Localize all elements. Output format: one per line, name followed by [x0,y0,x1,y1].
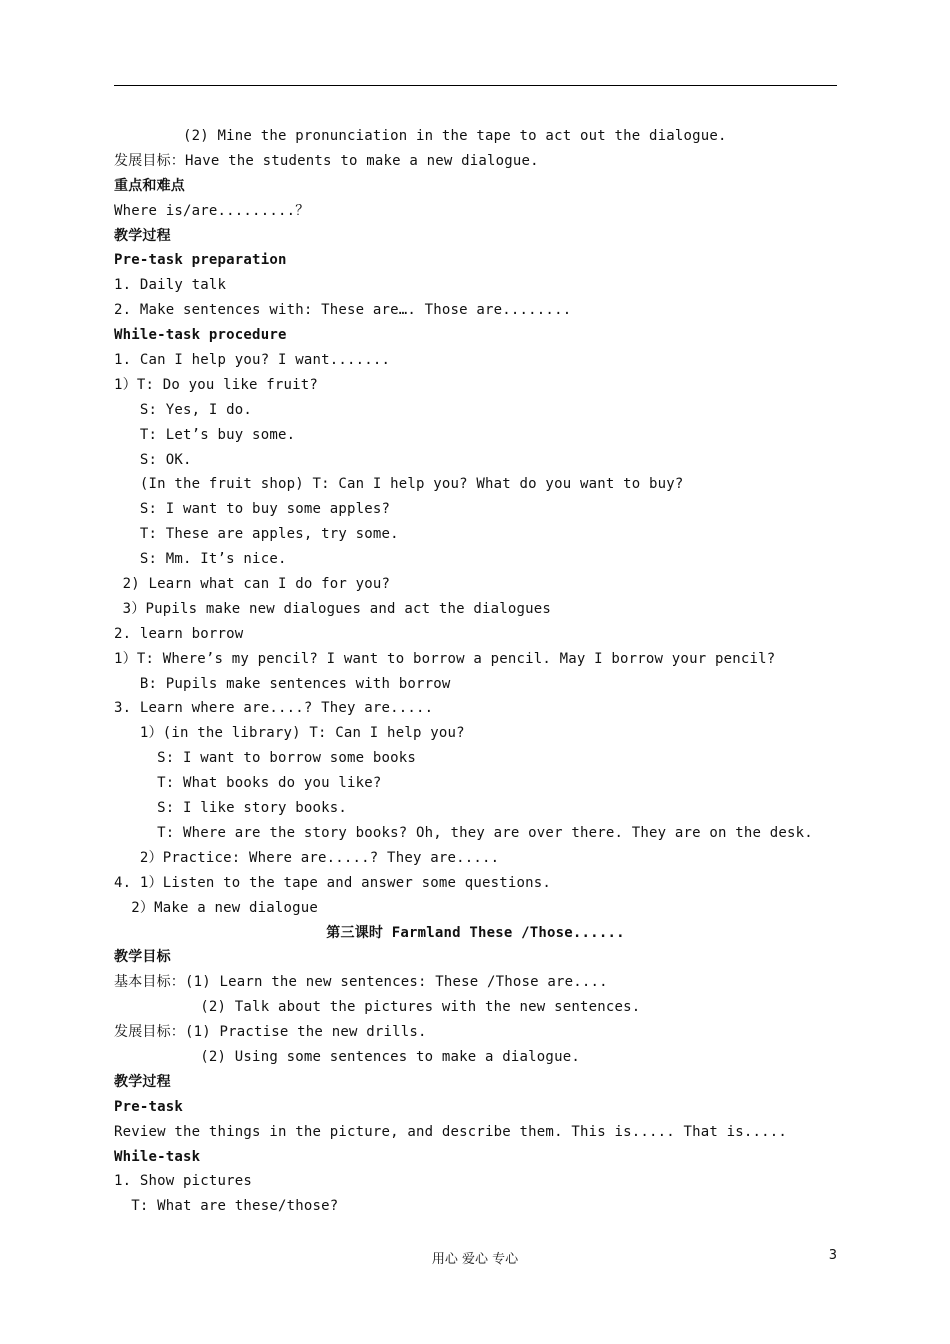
section-heading: Pre-task [114,1098,184,1115]
text-line: T: These are apples, try some. [114,526,399,543]
text-line: 1）T: Where’s my pencil? I want to borrow a pencil. May I borrow your pencil? [114,650,776,667]
header-rule [114,85,837,86]
text-line: 基本目标：(1) Learn the new sentences: These /Those are.... [114,974,608,991]
text-line: 1）T: Do you like fruit? [114,376,319,393]
section-heading: Pre-task preparation [114,252,287,269]
text-line: T: What are these/those? [114,1198,339,1215]
text-line: S: I want to borrow some books [114,750,417,767]
text-line: 发展目标：Have the students to make a new dialogue. [114,152,539,169]
section-heading: 第三课时 Farmland These /Those...... [326,924,625,941]
text-line: S: Mm. It’s nice. [114,551,287,568]
text-line: 1. Can I help you? I want....... [114,352,391,369]
text-line: 4. 1）Listen to the tape and answer some questions. [114,874,552,891]
text-line: (2) Using some sentences to make a dialogue. [114,1048,580,1065]
text-line: 1）(in the library) T: Can I help you? [114,725,465,742]
text-line: (2) Mine the pronunciation in the tape to act out the dialogue. [114,128,727,144]
text-line: 2）Practice: Where are.....? They are..... [114,849,500,866]
text-line: Where is/are.........？ [114,202,310,219]
text-line: 3. Learn where are....? They are..... [114,700,434,717]
section-heading: 教学目标 [114,949,171,966]
text-line: 2. learn borrow [114,625,244,642]
text-line: S: OK. [114,451,192,468]
section-heading: 教学过程 [114,227,171,244]
text-line: 发展目标：(1) Practise the new drills. [114,1024,427,1041]
section-heading: While-task [114,1148,201,1165]
text-line: S: I like story books. [114,800,347,817]
text-line: B: Pupils make sentences with borrow [114,675,451,692]
text-line: T: Where are the story books? Oh, they are over there. They are on the desk. [114,824,813,841]
text-line: 2) Learn what can I do for you? [114,576,391,593]
text-line: 1. Daily talk [114,277,227,294]
text-line: Review the things in the picture, and describe them. This is..... That is..... [114,1123,788,1140]
text-line: (In the fruit shop) T: Can I help you? What do you want to buy? [114,476,684,493]
text-line: T: Let’s buy some. [114,426,296,443]
text-line: 2. Make sentences with: These are…. Those are........ [114,302,572,319]
text-line: 2）Make a new dialogue [114,899,319,916]
text-line: 1. Show pictures [114,1173,253,1190]
section-heading: While-task procedure [114,327,287,344]
footer-motto: 用心 爱心 专心 [431,1252,519,1267]
section-heading: 教学过程 [114,1073,171,1090]
text-line: (2) Talk about the pictures with the new sentences. [114,999,641,1016]
text-line: S: I want to buy some apples? [114,501,391,518]
text-line: S: Yes, I do. [114,401,253,418]
document-body [114,124,837,1219]
text-line: T: What books do you like? [114,775,382,792]
page-number: 3 [828,1248,837,1263]
text-line: 3）Pupils make new dialogues and act the dialogues [114,600,552,617]
section-heading: 重点和难点 [114,177,185,194]
